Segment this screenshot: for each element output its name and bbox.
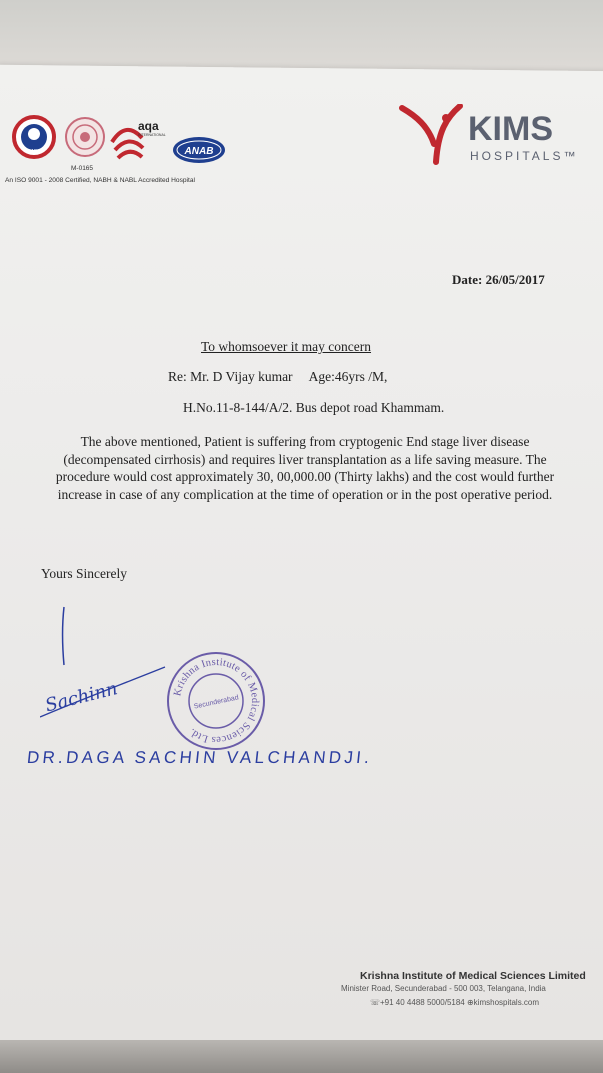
svg-text:ANAB: ANAB (184, 146, 214, 157)
doctor-signature (40, 605, 180, 725)
footer-contact: ☏+91 40 4488 5000/5184 ⊕kimshospitals.com (370, 998, 540, 1007)
svg-text:NABH: NABH (27, 149, 41, 155)
svg-text:INTERNATIONAL: INTERNATIONAL (138, 133, 166, 137)
signature-text: Sachinn (43, 678, 120, 717)
letter-paper (0, 65, 603, 1051)
patient-address: H.No.11-8-144/A/2. Bus depot road Khammam. (183, 400, 445, 415)
background-bottom (0, 1040, 603, 1073)
kims-brand-sub: HOSPITALS™ (470, 149, 579, 163)
letter-date: Date: 26/05/2017 (452, 272, 545, 287)
kims-figure-icon (402, 106, 460, 162)
nabh-logo-icon (14, 117, 54, 157)
svg-text:aqa: aqa (138, 119, 159, 133)
background-top (0, 0, 603, 75)
letter-subject: To whomsoever it may concern (201, 339, 372, 354)
emblem-logo-icon (66, 118, 104, 156)
svg-text:Secunderabad: Secunderabad (193, 694, 240, 711)
letter-closing: Yours Sincerely (41, 566, 128, 581)
m-code: M-0165 (71, 165, 94, 172)
footer-address: Minister Road, Secunderabad - 500 003, Telangana, India (341, 984, 546, 993)
accreditation-line: An ISO 9001 - 2008 Certified, NABH & NABL Accredited Hospital (5, 177, 195, 184)
patient-line: Re: Mr. D Vijay kumar Age:46yrs /M, (168, 369, 388, 384)
anab-logo-icon (173, 137, 225, 163)
institute-seal (165, 650, 267, 752)
kims-logo (398, 104, 598, 168)
svg-text:Krishna Institute of Medical S: Krishna Institute of Medical Sciences Ltd. (172, 656, 261, 746)
footer-company: Krishna Institute of Medical Sciences Limited (360, 970, 586, 982)
letter-body: The above mentioned, Patient is suffering from cryptogenic End stage liver disease (decompensated cirrhosis) and requires liver transplantation as a life saving measure. The procedure would cost approximately 30, 00,000.00 (Thirty lakhs) and the cost would further increase in case of any complication at the time of operation or in the post operative period. (55, 434, 555, 502)
kims-brand-text: KIMS (468, 110, 553, 148)
aqa-logo-icon (112, 119, 166, 158)
doctor-name: DR.DAGA SACHIN VALCHANDJI. (26, 748, 374, 767)
